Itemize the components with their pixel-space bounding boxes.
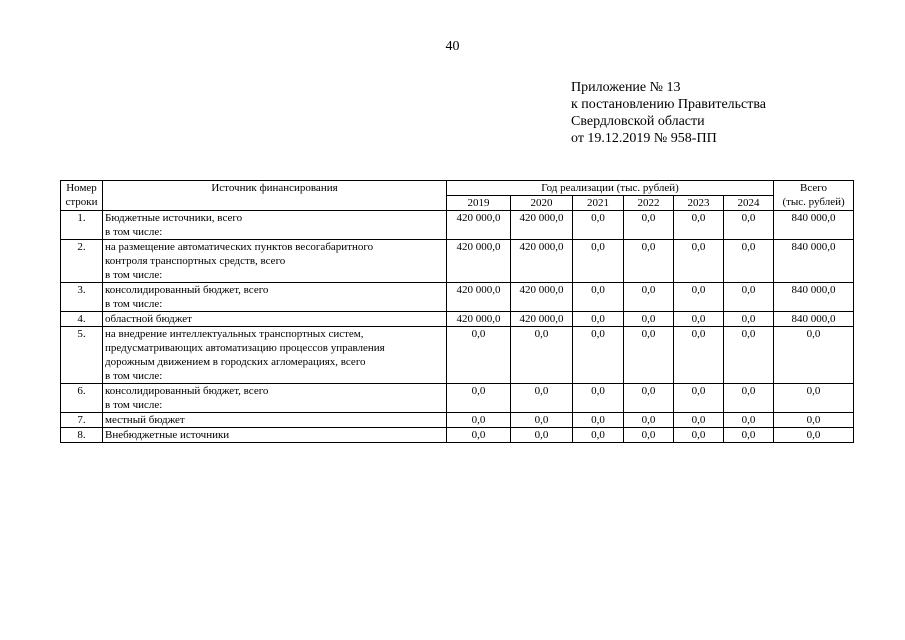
table-row	[61, 428, 854, 443]
year-value-cell: 420 000,0	[511, 312, 573, 327]
source-line: в том числе:	[105, 226, 163, 238]
year-value-cell: 420 000,0	[447, 283, 511, 312]
year-value-cell: 0,0	[447, 428, 511, 443]
row-number-cell: 7.	[61, 413, 103, 428]
header-year: 2023	[674, 196, 724, 211]
year-value-cell: 420 000,0	[511, 283, 573, 312]
table-row	[61, 211, 854, 240]
source-line: в том числе:	[105, 269, 163, 281]
table-row	[61, 384, 854, 413]
source-line: предусматривающих автоматизацию процессов управления	[105, 342, 385, 354]
year-value-cell: 420 000,0	[447, 312, 511, 327]
header-row-number-line2: строки	[65, 196, 98, 208]
source-line: Бюджетные источники, всего	[105, 212, 243, 224]
year-value-cell: 0,0	[624, 312, 674, 327]
year-value-cell: 0,0	[674, 413, 724, 428]
source-line: местный бюджет	[105, 414, 185, 426]
table-row	[61, 240, 854, 283]
year-value-cell: 0,0	[624, 211, 674, 240]
year-value-cell: 0,0	[573, 283, 624, 312]
total-cell: 0,0	[774, 384, 854, 413]
row-number-cell: 6.	[61, 384, 103, 413]
financing-table	[60, 180, 854, 443]
year-value-cell: 0,0	[724, 211, 774, 240]
year-value-cell: 0,0	[624, 283, 674, 312]
year-value-cell: 0,0	[573, 312, 624, 327]
total-cell: 840 000,0	[774, 211, 854, 240]
row-number-cell: 1.	[61, 211, 103, 240]
total-cell: 0,0	[774, 428, 854, 443]
year-value-cell: 0,0	[724, 327, 774, 384]
year-value-cell: 0,0	[624, 428, 674, 443]
total-cell: 840 000,0	[774, 283, 854, 312]
source-line: в том числе:	[105, 370, 163, 382]
year-value-cell: 0,0	[674, 327, 724, 384]
source-cell	[103, 240, 447, 283]
source-line: контроля транспортных средств, всего	[105, 255, 286, 267]
total-cell: 0,0	[774, 413, 854, 428]
page-number: 40	[445, 39, 460, 54]
table-row	[61, 413, 854, 428]
year-value-cell: 0,0	[447, 384, 511, 413]
row-number-cell: 4.	[61, 312, 103, 327]
year-value-cell: 0,0	[573, 240, 624, 283]
year-value-cell: 420 000,0	[447, 211, 511, 240]
header-row	[61, 181, 854, 196]
source-line: областной бюджет	[105, 313, 192, 325]
source-line: на размещение автоматических пунктов весогабаритного	[105, 241, 374, 253]
source-cell	[103, 384, 447, 413]
year-value-cell: 0,0	[511, 428, 573, 443]
year-value-cell: 420 000,0	[447, 240, 511, 283]
header-year: 2021	[573, 196, 624, 211]
table-row	[61, 327, 854, 384]
row-number-cell: 3.	[61, 283, 103, 312]
source-line: на внедрение интеллектуальных транспортных систем,	[105, 328, 364, 340]
source-cell	[103, 312, 447, 327]
year-value-cell: 420 000,0	[511, 211, 573, 240]
year-value-cell: 0,0	[724, 283, 774, 312]
year-value-cell: 0,0	[624, 384, 674, 413]
year-value-cell: 0,0	[724, 413, 774, 428]
source-cell	[103, 283, 447, 312]
header-row-number	[61, 181, 103, 211]
year-value-cell: 0,0	[624, 240, 674, 283]
table-row	[61, 312, 854, 327]
year-value-cell: 0,0	[674, 240, 724, 283]
year-value-cell: 0,0	[674, 283, 724, 312]
annex-line: Приложение № 13	[571, 80, 681, 95]
source-line: консолидированный бюджет, всего	[105, 284, 269, 296]
source-line: в том числе:	[105, 399, 163, 411]
annex-header	[571, 79, 766, 147]
source-line: Внебюджетные источники	[105, 429, 230, 441]
annex-line: Свердловской области	[571, 114, 705, 129]
header-total	[774, 181, 854, 211]
source-cell	[103, 327, 447, 384]
total-cell: 840 000,0	[774, 240, 854, 283]
source-cell	[103, 413, 447, 428]
year-value-cell: 0,0	[624, 327, 674, 384]
year-value-cell: 0,0	[674, 384, 724, 413]
table-body	[61, 211, 854, 443]
year-value-cell: 0,0	[624, 413, 674, 428]
year-value-cell: 0,0	[724, 240, 774, 283]
year-value-cell: 0,0	[674, 211, 724, 240]
header-row-number-line1: Номер	[66, 182, 97, 194]
year-value-cell: 0,0	[724, 428, 774, 443]
year-value-cell: 0,0	[573, 384, 624, 413]
annex-line: к постановлению Правительства	[571, 97, 767, 112]
total-cell: 0,0	[774, 327, 854, 384]
year-value-cell: 0,0	[724, 312, 774, 327]
source-line: дорожным движением в городских агломерациях, всего	[105, 356, 366, 368]
year-value-cell: 0,0	[511, 327, 573, 384]
year-value-cell: 0,0	[573, 327, 624, 384]
year-value-cell: 0,0	[511, 384, 573, 413]
source-cell	[103, 211, 447, 240]
year-value-cell: 0,0	[724, 384, 774, 413]
year-value-cell: 0,0	[573, 211, 624, 240]
header-source: Источник финансирования	[103, 181, 447, 211]
year-value-cell: 0,0	[573, 413, 624, 428]
total-cell: 840 000,0	[774, 312, 854, 327]
header-year: 2020	[511, 196, 573, 211]
year-value-cell: 0,0	[674, 428, 724, 443]
header-year-group: Год реализации (тыс. рублей)	[447, 181, 774, 196]
year-value-cell: 0,0	[447, 413, 511, 428]
source-line: в том числе:	[105, 298, 163, 310]
header-year: 2019	[447, 196, 511, 211]
header-year: 2024	[724, 196, 774, 211]
row-number-cell: 2.	[61, 240, 103, 283]
year-value-cell: 0,0	[674, 312, 724, 327]
table-row	[61, 283, 854, 312]
header-total-line2: (тыс. рублей)	[782, 196, 845, 208]
row-number-cell: 5.	[61, 327, 103, 384]
annex-line: от 19.12.2019 № 958-ПП	[571, 131, 717, 146]
year-value-cell: 0,0	[511, 413, 573, 428]
year-value-cell: 0,0	[573, 428, 624, 443]
header-year: 2022	[624, 196, 674, 211]
source-line: консолидированный бюджет, всего	[105, 385, 269, 397]
source-cell	[103, 428, 447, 443]
year-value-cell: 0,0	[447, 327, 511, 384]
header-total-line1: Всего	[800, 182, 828, 194]
row-number-cell: 8.	[61, 428, 103, 443]
year-value-cell: 420 000,0	[511, 240, 573, 283]
